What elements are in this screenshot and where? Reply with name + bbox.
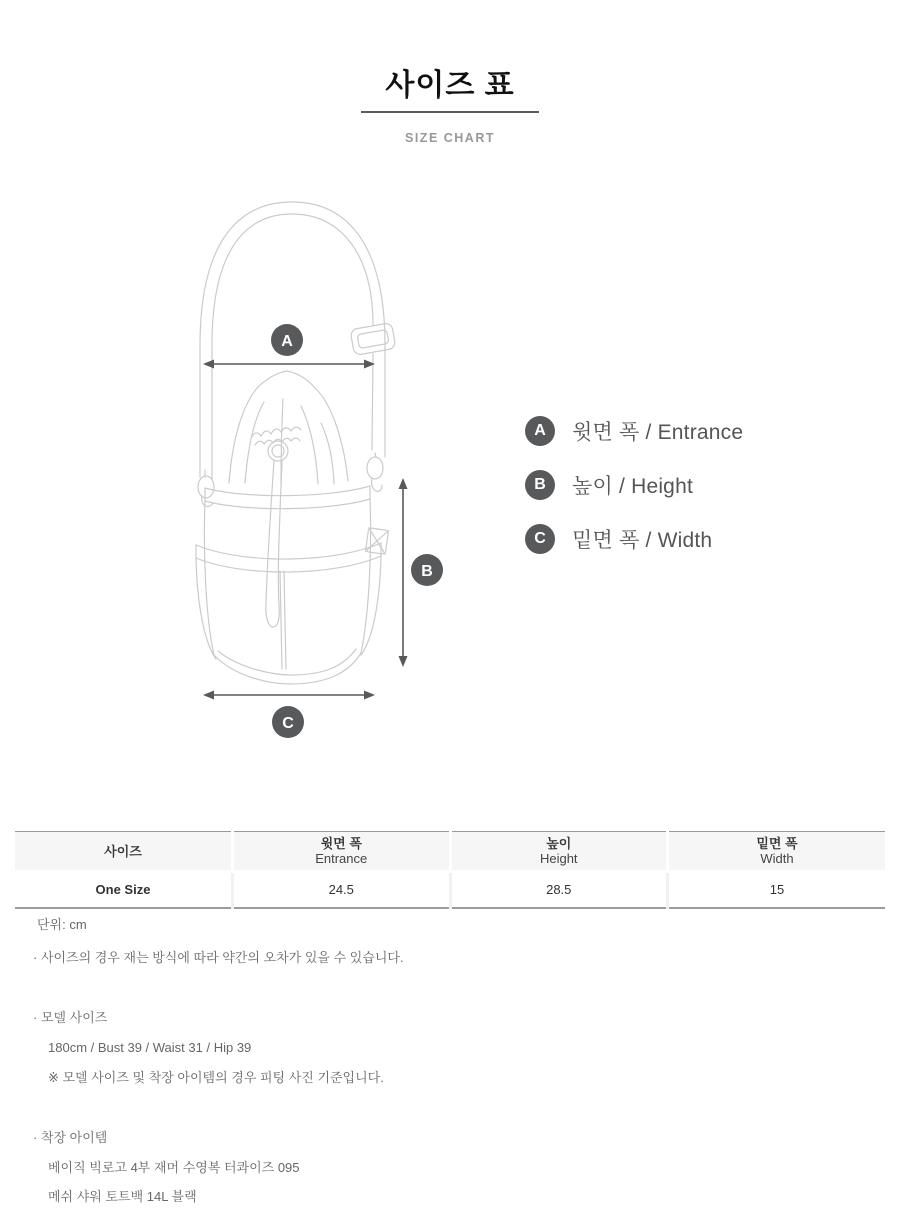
note-fitting: ※ 모델 사이즈 및 착장 아이템의 경우 피팅 사진 기준입니다. [48, 1070, 384, 1085]
marker-b-letter: B [421, 563, 433, 580]
legend-row-height [525, 470, 743, 500]
cell-size-name: One Size [15, 872, 233, 908]
bag-body-outline [196, 371, 381, 684]
cell-entrance-value: 24.5 [233, 872, 451, 908]
measurement-legend [525, 416, 743, 578]
measure-arrow-a [203, 324, 375, 369]
legend-label-entrance: 윗면 폭 / Entrance [572, 421, 744, 444]
note-tolerance: · 사이즈의 경우 재는 방식에 따라 약간의 오차가 있을 수 있습니다. [33, 950, 404, 965]
note-model-size-title: · 모델 사이즈 [33, 1010, 108, 1025]
note-outfit-title: · 착장 아이템 [33, 1130, 108, 1145]
col-header-entrance: 윗면 폭 Entrance [233, 832, 451, 872]
col-header-height: 높이 Height [450, 832, 668, 872]
strap-keeper [365, 528, 388, 555]
cell-width-value: 15 [668, 872, 886, 908]
marker-c-letter: C [282, 715, 294, 732]
size-table-row [15, 872, 885, 908]
legend-badge-c: C [525, 524, 555, 554]
legend-badge-a: A [525, 416, 555, 446]
measure-arrow-b [399, 478, 444, 667]
page-subtitle: SIZE CHART [405, 131, 495, 145]
legend-label-width: 밑면 폭 / Width [572, 529, 713, 552]
strap-adjuster [350, 323, 396, 356]
cell-height-value: 28.5 [450, 872, 668, 908]
col-header-width: 밑면 폭 Width [668, 832, 886, 872]
marker-a-letter: A [281, 333, 293, 350]
note-outfit-item-2: 메쉬 샤워 토트백 14L 블랙 [48, 1189, 197, 1204]
page-title: 사이즈 표 [385, 69, 515, 102]
measure-arrow-c [203, 691, 375, 739]
col-header-size: 사이즈 [15, 832, 233, 872]
note-outfit-item-1: 베이직 빅로고 4부 재머 수영복 터콰이즈 095 [48, 1160, 300, 1175]
size-table [15, 831, 885, 909]
title-divider [361, 111, 539, 113]
bag-measurement-diagram [185, 195, 460, 750]
legend-row-width [525, 524, 743, 554]
note-model-size: 180cm / Bust 39 / Waist 31 / Hip 39 [48, 1040, 252, 1055]
bag-strap-outline [198, 202, 396, 554]
drawstring-toggle [268, 441, 288, 461]
legend-badge-b: B [525, 470, 555, 500]
legend-row-entrance [525, 416, 743, 446]
legend-label-height: 높이 / Height [572, 475, 693, 498]
size-table-header-row [15, 832, 885, 872]
note-unit: 단위: cm [37, 917, 87, 932]
